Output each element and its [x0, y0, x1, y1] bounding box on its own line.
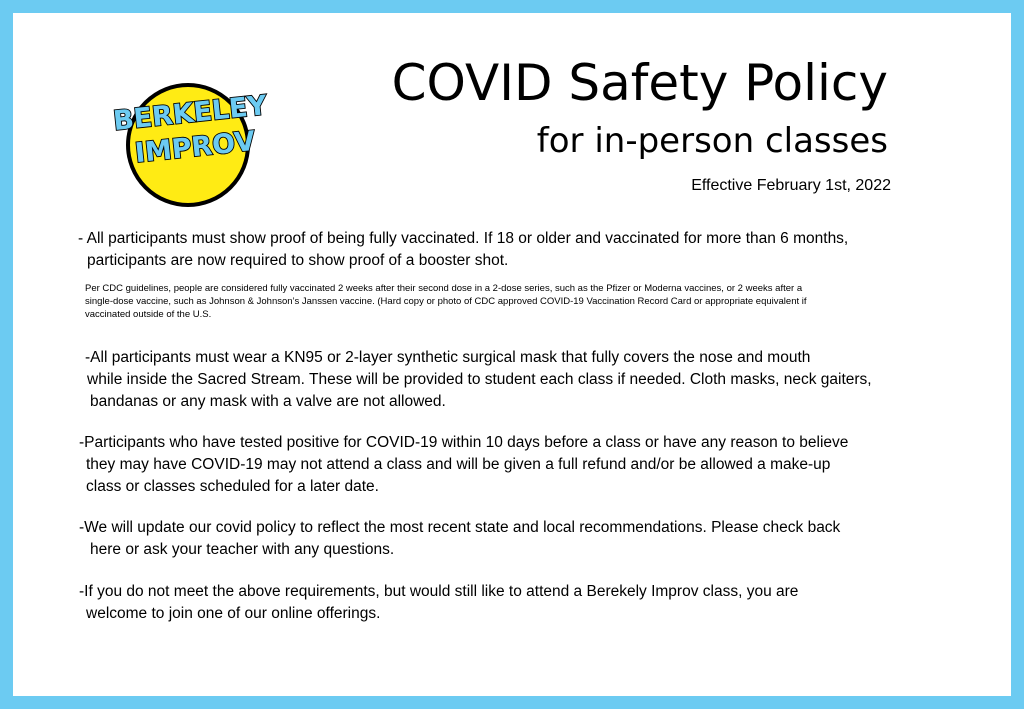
positive-test-policy-line-1: -Participants who have tested positive for COVID-19 within 10 days before a class or have any reason to believe — [79, 434, 849, 451]
effective-date: Effective February 1st, 2022 — [691, 177, 891, 194]
online-offerings-line-2: welcome to join one of our online offerings. — [86, 605, 381, 622]
mask-requirement-line-2: while inside the Sacred Stream. These will be provided to student each class if needed. Cloth masks, neck gaiters, — [87, 371, 872, 388]
page-title: COVID Safety Policy — [391, 54, 888, 112]
positive-test-policy-line-2: they may have COVID-19 may not attend a class and will be given a full refund and/or be allowed a make-up — [86, 456, 831, 473]
berkeley-improv-logo — [101, 83, 281, 213]
logo-text-improv: IMPROV — [133, 125, 257, 170]
online-offerings-line-1: -If you do not meet the above requirements, but would still like to attend a Berekely Improv class, you are — [79, 583, 799, 600]
logo-text-berkeley: BERKELEY — [111, 90, 269, 138]
mask-requirement-line-1: -All participants must wear a KN95 or 2-layer synthetic surgical mask that fully covers the nose and mouth — [85, 349, 811, 366]
vaccination-requirement-line-1: - All participants must show proof of being fully vaccinated. If 18 or older and vaccinated for more than 6 months, — [78, 230, 849, 247]
vaccination-requirement-line-2: participants are now required to show proof of a booster shot. — [87, 252, 509, 269]
cdc-note-line-2: single-dose vaccine, such as Johnson & Johnson’s Janssen vaccine. (Hard copy or photo of CDC approved COVID-19 Vaccination Record Card or appropriate equivalent if — [85, 296, 807, 307]
policy-sheet — [13, 13, 1011, 696]
positive-test-policy-line-3: class or classes scheduled for a later date. — [86, 478, 379, 495]
policy-update-line-2: here or ask your teacher with any questions. — [90, 541, 395, 558]
cdc-note-line-1: Per CDC guidelines, people are considered fully vaccinated 2 weeks after their second dose in a 2-dose series, such as the Pfizer or Moderna vaccines, or 2 weeks after a — [85, 283, 803, 294]
policy-update-line-1: -We will update our covid policy to reflect the most recent state and local recommendations. Please check back — [79, 519, 841, 536]
mask-requirement-line-3: bandanas or any mask with a valve are not allowed. — [90, 393, 446, 410]
cdc-note-line-3: vaccinated outside of the U.S. — [85, 309, 212, 320]
page-subtitle: for in-person classes — [536, 121, 888, 161]
